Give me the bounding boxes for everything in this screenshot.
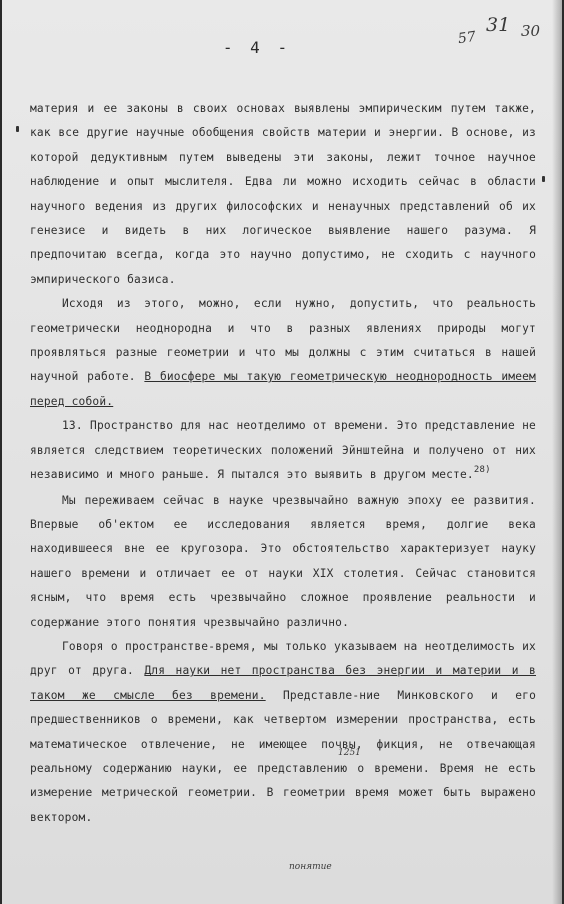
paragraph-text: Говоря о пространстве-время, мы только указываем на неотделимость их друг от друга.	[30, 639, 536, 678]
handwritten-annotation: 1251	[338, 748, 361, 758]
paragraph	[30, 97, 536, 292]
paragraph-text: Представле-	[282, 688, 360, 702]
folio-mark: 30	[521, 22, 541, 40]
folio-mark: 57	[456, 28, 477, 48]
paragraph	[30, 414, 536, 488]
underlined-sentence: В биосфере мы такую геометрическую неоднородность имеем перед собой.	[30, 370, 536, 408]
handwritten-annotation: понятие	[289, 862, 332, 872]
page-number: - 4 -	[222, 38, 292, 57]
paragraph-text: Мы переживаем сейчас в науке чрезвычайно важную эпоху ее развития. Впервые об'ектом ее исследования является время, долгие века находившееся вне ее кругозора. Это обстоятельство характеризует науку нашего времени и отличает ее от науки XIX столетия. Сейчас становится ясным, что время есть чрезвычайно сложное проявление реальности и содержание этого понятия чрезвычайно различно.	[30, 493, 536, 629]
folio-mark: 31	[486, 14, 511, 36]
paragraph-text: Исходя из этого, можно, если нужно, допустить, что реальность геометрически неоднородна и что в разных явлениях природы могут проявляться разные геометрии и что мы должны с этим считаться в нашей научной работе.	[30, 297, 536, 384]
typed-text-body	[30, 97, 536, 830]
underlined-sentence: Для науки нет пространства без энергии и материи и в таком же смысле без времени.	[30, 664, 536, 702]
paragraph-text: 13. Пространство для нас неотделимо от времени. Это представление не является следствием теоретических положений Эйнштейна и получено от них независимо и много раньше. Я пытался это выявить в другом месте.	[30, 419, 536, 482]
margin-mark	[16, 126, 19, 132]
paragraph-text: материя и ее законы в своих основах выявлены эмпирическим путем также, как все другие научные обобщения свойств материи и энергии. В основе, из которой дедуктивным путем выведены эти законы, лежит точное научное наблюдение и опыт мыслителя. Едва ли можно исходить сейчас в области научного ведения из других философских и ненаучных представлений об их генезисе и видеть в них логическое выявление нашего разума. Я предпочитаю всегда, когда это научно допустимо, не сходить с научного эмпирического базиса.	[30, 102, 536, 286]
page-edge-shadow	[552, 0, 562, 904]
footnote-ref: 28)	[473, 465, 491, 476]
paragraph	[30, 635, 536, 830]
document-page	[2, 0, 562, 904]
margin-mark	[542, 176, 545, 182]
paragraph	[30, 292, 536, 414]
paragraph-text: ние Минковского и его предшественников о времени, как четвертом измерении пространства, есть математическое отвлечение, не имеющее почвы, фикция, не отвечающая реальному содержанию науки, ее представлению о времени. Время не есть измерение метрической геометрии. В геометрии время может быть выражено вектором.	[30, 688, 536, 824]
paragraph	[30, 489, 536, 635]
